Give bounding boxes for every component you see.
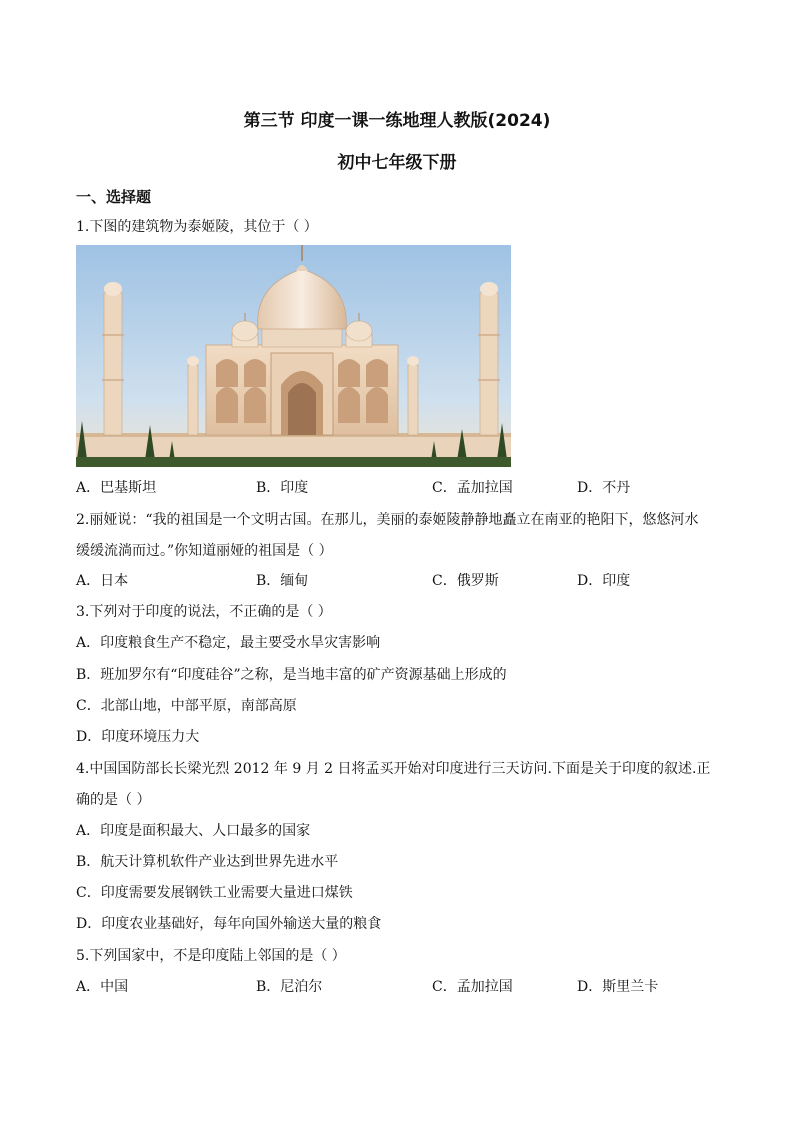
question-3-stem: 3.下列对于印度的说法，不正确的是（ ） [76, 604, 332, 620]
q4-option-a: A．印度是面积最大、人口最多的国家 [76, 823, 311, 839]
q1-option-d: D．不丹 [577, 480, 631, 496]
q1-option-a: A．巴基斯坦 [76, 480, 157, 496]
page-title: 第三节 印度一课一练地理人教版(2024) [243, 111, 551, 131]
q5-option-d: D．斯里兰卡 [577, 979, 659, 995]
q3-option-c: C．北部山地，中部平原，南部高原 [76, 698, 297, 714]
question-4-stem-line1: 4.中国国防部长长梁光烈 2012 年 9 月 2 日将孟买开始对印度进行三天访问.下面是关于印度的叙述.正 [76, 761, 711, 777]
q5-option-a: A．中国 [76, 979, 129, 995]
q5-option-c: C．孟加拉国 [432, 979, 513, 995]
q1-option-b: B．印度 [256, 480, 309, 496]
q2-option-a: A．日本 [76, 573, 129, 589]
section-heading: 一、选择题 [76, 188, 152, 206]
q4-option-c: C．印度需要发展钢铁工业需要大量进口煤铁 [76, 885, 353, 901]
taj-mahal-photo [76, 245, 511, 467]
q2-option-d: D．印度 [577, 573, 631, 589]
q2-option-c: C．俄罗斯 [432, 573, 499, 589]
q4-option-d: D．印度农业基础好，每年向国外输送大量的粮食 [76, 916, 382, 932]
q3-option-a: A．印度粮食生产不稳定，最主要受水旱灾害影响 [76, 635, 381, 651]
q3-option-b: B．班加罗尔有“印度硅谷”之称，是当地丰富的矿产资源基础上形成的 [76, 667, 507, 683]
q1-option-c: C．孟加拉国 [432, 480, 513, 496]
question-5-stem: 5.下列国家中，不是印度陆上邻国的是（ ） [76, 948, 346, 964]
question-4-stem-line2: 确的是（ ） [76, 792, 151, 808]
q2-option-b: B．缅甸 [256, 573, 309, 589]
page-subtitle: 初中七年级下册 [337, 153, 457, 173]
question-2-stem-line1: 2.丽娅说：“我的祖国是一个文明古国。在那儿，美丽的泰姬陵静静地矗立在南亚的艳阳下，悠悠河水 [76, 512, 699, 528]
q3-option-d: D．印度环境压力大 [76, 729, 200, 745]
question-1-stem: 1.下图的建筑物为泰姬陵，其位于（ ） [76, 219, 318, 235]
question-2-stem-line2: 缓缓流淌而过。”你知道丽娅的祖国是（ ） [76, 543, 333, 559]
q5-option-b: B．尼泊尔 [256, 979, 323, 995]
q4-option-b: B．航天计算机软件产业达到世界先进水平 [76, 854, 339, 870]
